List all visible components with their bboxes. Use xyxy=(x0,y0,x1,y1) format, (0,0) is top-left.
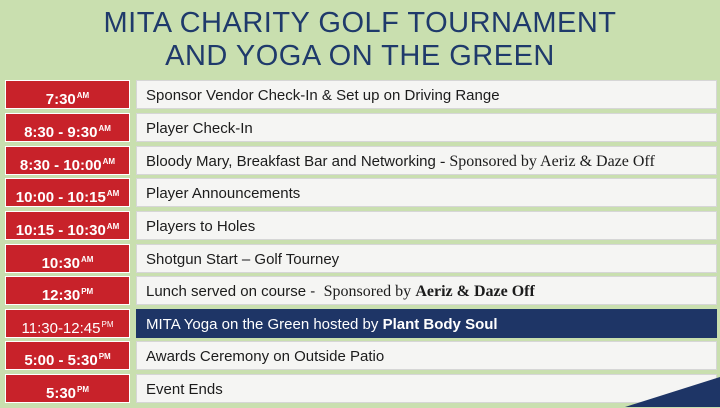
time-cell: $7:30^{AM}$ xyxy=(5,80,130,109)
schedule-row xyxy=(5,244,717,273)
schedule-row-highlighted xyxy=(5,309,717,338)
time-cell: $11:30-12:45^{PM}$ xyxy=(5,309,130,338)
schedule-row xyxy=(5,211,717,240)
event-description: Sponsor Vendor Check-In & Set up on Driving Range xyxy=(136,80,717,109)
time-cell: 10:15 - $10:30^{AM}$ xyxy=(5,211,130,240)
time-cell: $12:30^{PM}$ xyxy=(5,276,130,305)
time-cell: $10:30^{AM}$ xyxy=(5,244,130,273)
event-description: Lunch served on course - Sponsored by Aeriz & Daze Off xyxy=(136,276,717,305)
time-cell: $5:30^{PM}$ xyxy=(5,374,130,403)
event-description: MITA Yoga on the Green hosted by Plant Body Soul xyxy=(136,309,717,338)
schedule-row xyxy=(5,80,717,109)
event-description: Players to Holes xyxy=(136,211,717,240)
event-description: Event Ends xyxy=(136,374,717,403)
event-description: Bloody Mary, Breakfast Bar and Networking - Sponsored by Aeriz & Daze Off xyxy=(136,146,717,175)
schedule-row xyxy=(5,113,717,142)
event-description: Player Check-In xyxy=(136,113,717,142)
time-cell: 8:30 - $9:30^{AM}$ xyxy=(5,113,130,142)
schedule-row xyxy=(5,178,717,207)
event-description: Shotgun Start – Golf Tourney xyxy=(136,244,717,273)
corner-decoration xyxy=(625,377,720,407)
event-description: Player Announcements xyxy=(136,178,717,207)
schedule-row xyxy=(5,146,717,175)
host-name: Plant Body Soul xyxy=(382,316,498,333)
sponsor-prefix: Sponsored by xyxy=(323,283,412,300)
sponsor-name: Aeriz & Daze Off xyxy=(415,283,535,300)
time-cell: 8:30 - $10:00^{AM}$ xyxy=(5,146,130,175)
schedule-row xyxy=(5,276,717,305)
title-line-2: AND YOGA ON THE GREEN xyxy=(165,40,555,72)
title-line-1: MITA CHARITY GOLF TOURNAMENT xyxy=(103,7,617,39)
schedule-row xyxy=(5,341,717,370)
time-cell: 10:00 - $10:15^{AM}$ xyxy=(5,178,130,207)
schedule-row xyxy=(5,374,717,403)
time-cell: 5:00 - $5:30^{PM}$ xyxy=(5,341,130,370)
event-description: Awards Ceremony on Outside Patio xyxy=(136,341,717,370)
sponsor-note: - Sponsored by Aeriz & Daze Off xyxy=(440,153,655,170)
